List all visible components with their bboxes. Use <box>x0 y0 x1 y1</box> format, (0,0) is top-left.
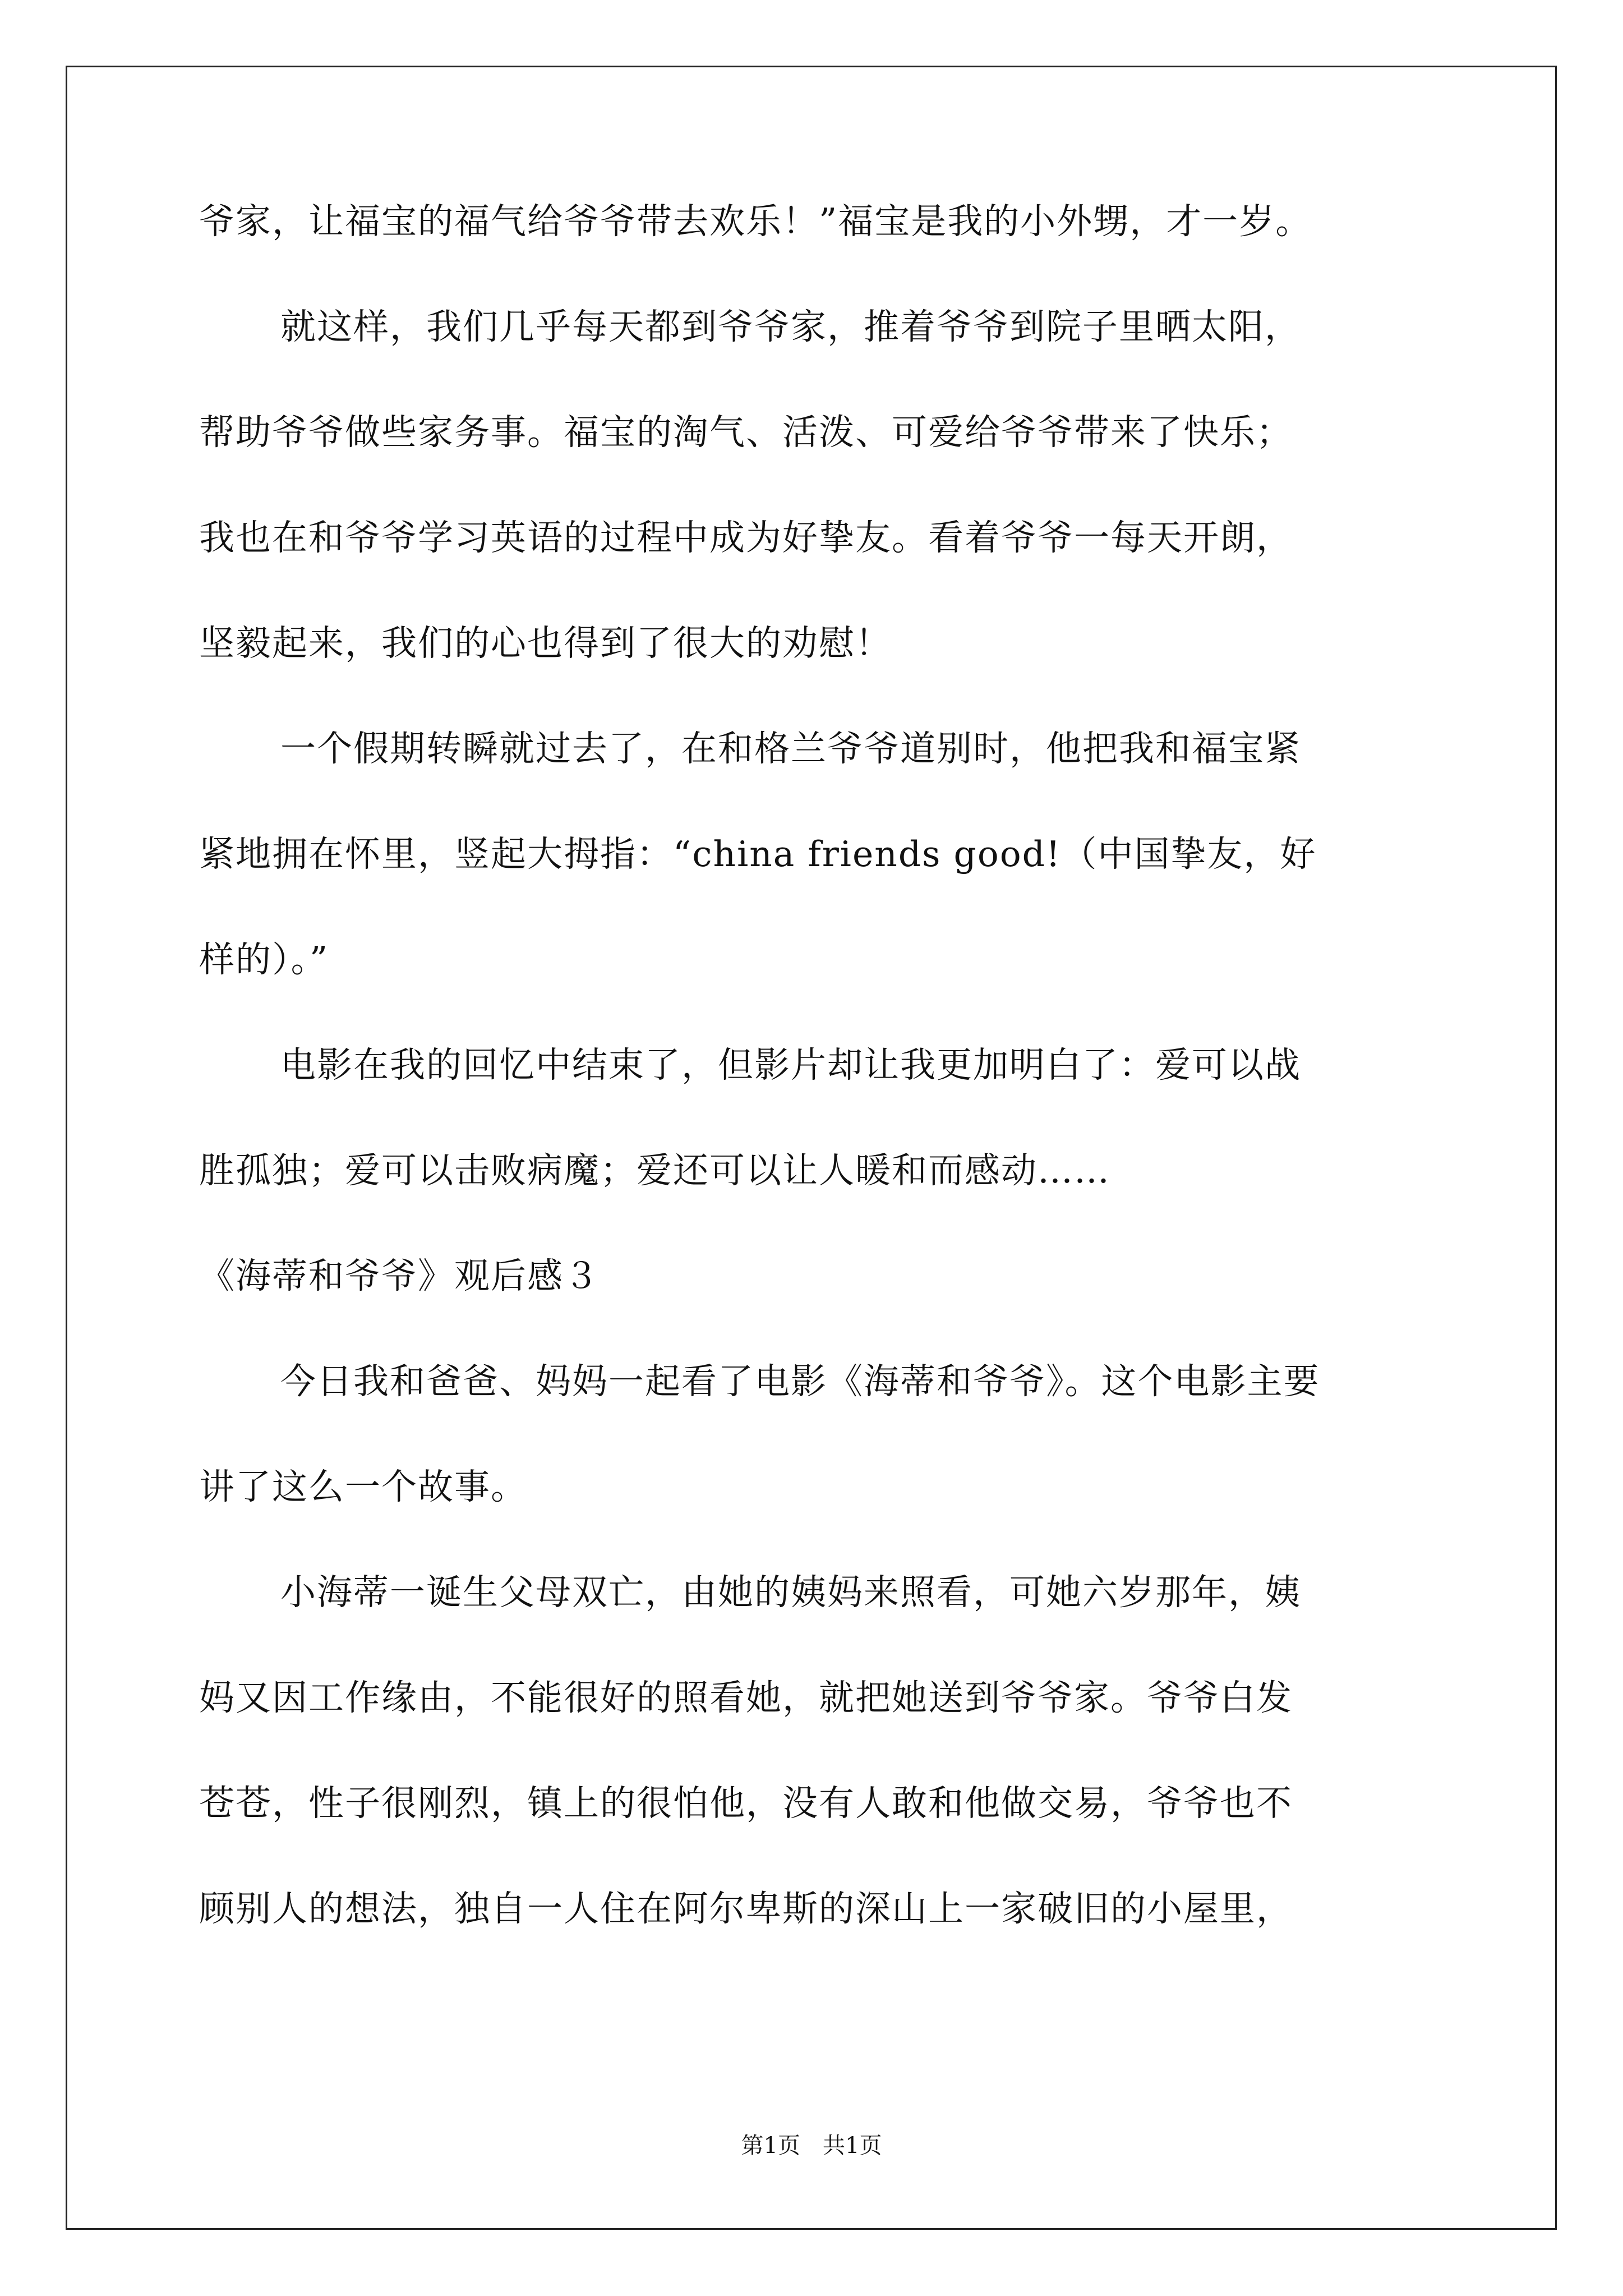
paragraph-start-line: 就这样，我们几乎每天都到爷爷家，推着爷爷到院子里晒太阳， <box>280 306 1301 347</box>
text-line: 苍苍，性子很刚烈，镇上的很怕他，没有人敢和他做交易，爷爷也不 <box>199 1783 1293 1824</box>
text-line: 顾别人的想法，独自一人住在阿尔卑斯的深山上一家破旧的小屋里， <box>199 1888 1293 1929</box>
page-number-footer: 第1页 共1页 <box>741 2133 882 2159</box>
section-heading: 《海蒂和爷爷》观后感３ <box>199 1255 600 1296</box>
text-line: 讲了这么一个故事。 <box>199 1466 527 1507</box>
paragraph-start-line: 一个假期转瞬就过去了，在和格兰爷爷道别时，他把我和福宝紧 <box>280 728 1301 769</box>
text-line: 我也在和爷爷学习英语的过程中成为好挚友。看着爷爷一每天开朗， <box>199 517 1293 558</box>
text-line: 妈又因工作缘由，不能很好的照看她，就把她送到爷爷家。爷爷白发 <box>199 1677 1293 1718</box>
paragraph-start-line: 电影在我的回忆中结束了，但影片却让我更加明白了：爱可以战 <box>280 1045 1301 1085</box>
text-line: 样的）。” <box>199 939 329 980</box>
text-line: 坚毅起来，我们的心也得到了很大的劝慰！ <box>199 623 892 664</box>
paragraph-start-line: 小海蒂一诞生父母双亡，由她的姨妈来照看，可她六岁那年，姨 <box>280 1572 1301 1613</box>
text-line: 胜孤独；爱可以击败病魔；爱还可以让人暖和而感动…… <box>199 1150 1110 1191</box>
text-line: 爷家，让福宝的福气给爷爷带去欢乐！”福宝是我的小外甥，才一岁。 <box>199 201 1312 242</box>
paragraph-start-line: 今日我和爸爸、妈妈一起看了电影《海蒂和爷爷》。这个电影主要 <box>280 1361 1320 1402</box>
text-line: 紧地拥在怀里，竖起大拇指：“china friends good!（中国挚友，好 <box>199 834 1317 875</box>
text-line: 帮助爷爷做些家务事。福宝的淘气、活泼、可爱给爷爷带来了快乐； <box>199 412 1293 453</box>
